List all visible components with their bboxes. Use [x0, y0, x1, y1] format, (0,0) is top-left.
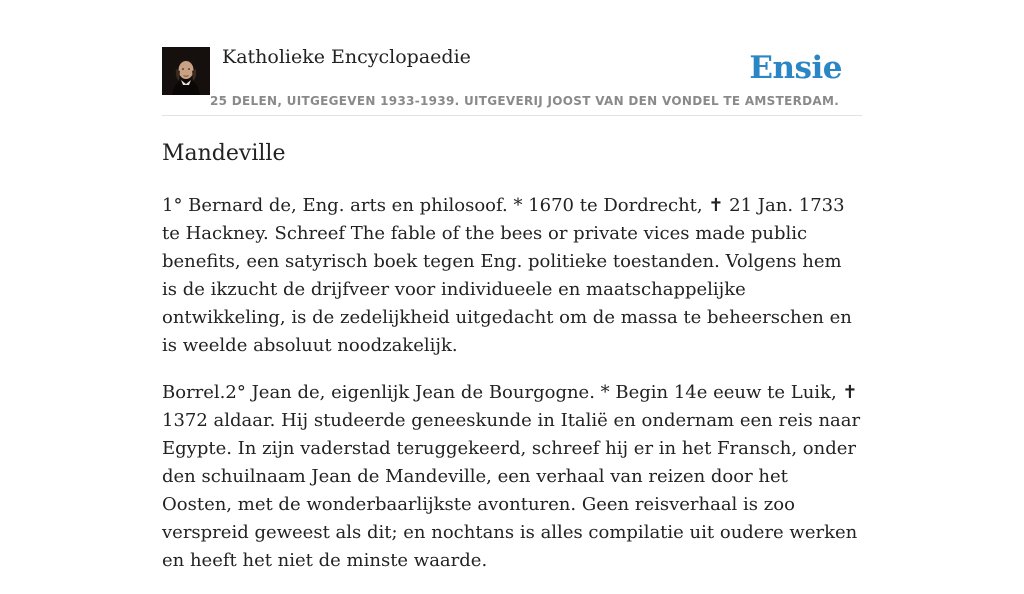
portrait-avatar[interactable]: [162, 47, 210, 95]
site-subtitle: 25 DELEN, UITGEGEVEN 1933-1939. UITGEVERIJ JOOST VAN DEN VONDEL TE AMSTERDAM.: [210, 94, 840, 108]
site-header: [162, 44, 862, 116]
article-paragraph: Borrel.2° Jean de, eigenlijk Jean de Bourgogne. * Begin 14e eeuw te Luik, ✝ 1372 aldaar. Hij studeerde geneeskunde in Italië en ondernam een reis naar Egypte. In zijn vaderstad teruggekeerd, schreef hij er in het Fransch, onder den schuilnaam Jean de Mandeville, een verhaal van reizen door het Oosten, met de wonderbaarlijkste avonturen. Geen reisverhaal is zoo verspreid geweest als dit; en nochtans is alles compilatie uit oudere werken en heeft het niet de minste waarde.: [162, 382, 861, 571]
brand-logo[interactable]: Ensie: [749, 50, 842, 86]
article: [162, 138, 862, 594]
portrait-icon: [162, 47, 210, 95]
site-title[interactable]: Katholieke Encyclopaedie: [222, 46, 471, 68]
article-paragraph: 1° Bernard de, Eng. arts en philosoof. * 1670 te Dordrecht, ✝ 21 Jan. 1733 te Hackney. Schreef The fable of the bees or private vices made public benefits, een satyrisch boek tegen Eng. politieke toestanden. Volgens hem is de ikzucht de drijfveer voor individueele en maatschappelijke ontwikkeling, is de zedelijkheid uitgedacht om de massa te beheerschen en is weelde absoluut noodzakelijk.: [162, 195, 852, 356]
article-title: Mandeville: [162, 141, 286, 166]
